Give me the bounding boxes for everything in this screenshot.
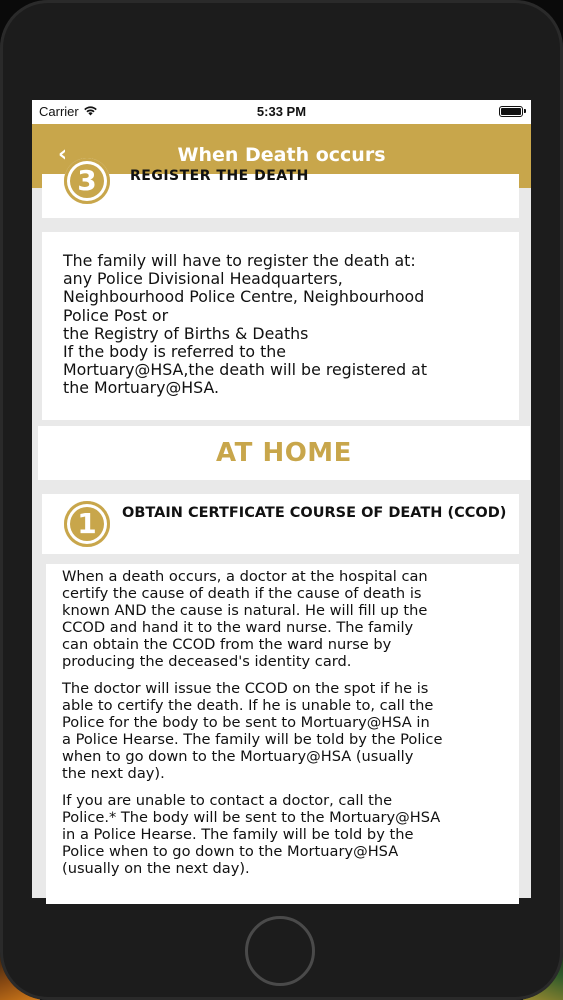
body-line: can obtain the CCOD from the ward nurse by bbox=[62, 636, 392, 653]
body-line: producing the deceased's identity card. bbox=[62, 653, 352, 670]
step-number-badge: 3 bbox=[64, 158, 110, 204]
body-line: the Registry of Births & Deaths bbox=[63, 323, 309, 343]
body-line: The family will have to register the death at: bbox=[63, 251, 416, 270]
body-line: in a Police Hearse. The family will be told by the bbox=[62, 826, 414, 843]
step1-heading: OBTAIN CERTFICATE COURSE OF DEATH (CCOD) bbox=[122, 505, 507, 521]
body-line: (usually on the next day). bbox=[62, 860, 250, 877]
body-line: the Mortuary@HSA. bbox=[63, 378, 220, 398]
back-button[interactable]: ‹ bbox=[58, 142, 68, 167]
step-number-badge: 1 bbox=[64, 501, 110, 547]
step1-body bbox=[46, 564, 519, 904]
body-line: CCOD and hand it to the ward nurse. The family bbox=[62, 619, 414, 636]
battery-fill bbox=[501, 108, 521, 115]
register-step-heading: REGISTER THE DEATH bbox=[130, 168, 309, 184]
body-line: Police for the body to be sent to Mortuary@HSA in bbox=[62, 714, 430, 731]
body-line: If the body is referred to the bbox=[63, 342, 286, 362]
body-line: known AND the cause is natural. He will fill up the bbox=[62, 602, 428, 619]
app-screen bbox=[32, 100, 531, 898]
body-line: a Police Hearse. The family will be told by the Police bbox=[62, 731, 443, 748]
nav-title: When Death occurs bbox=[177, 144, 386, 166]
carrier-label: Carrier bbox=[39, 104, 79, 119]
body-line: Police Post or bbox=[63, 305, 169, 325]
home-button[interactable] bbox=[245, 916, 315, 986]
status-bar bbox=[32, 100, 531, 124]
scroll-content[interactable] bbox=[32, 164, 531, 898]
battery-icon bbox=[499, 106, 523, 117]
body-line: Police when to go down to the Mortuary@HSA bbox=[62, 843, 399, 860]
body-line: the next day). bbox=[62, 765, 165, 782]
paragraph bbox=[62, 568, 507, 670]
body-line: any Police Divisional Headquarters, bbox=[63, 269, 343, 289]
paragraph bbox=[62, 680, 507, 782]
body-line: The doctor will issue the CCOD on the spot if he is bbox=[62, 680, 429, 697]
body-line: Neighbourhood Police Centre, Neighbourhood bbox=[63, 287, 425, 307]
body-line: when to go down to the Mortuary@HSA (usually bbox=[62, 748, 414, 765]
register-step-body bbox=[42, 232, 519, 420]
at-home-banner: AT HOME bbox=[38, 426, 530, 480]
body-line: Police.* The body will be sent to the Mortuary@HSA bbox=[62, 809, 441, 826]
register-step-header bbox=[42, 164, 519, 218]
body-line: certify the cause of death if the cause of death is bbox=[62, 585, 422, 602]
body-line: If you are unable to contact a doctor, call the bbox=[62, 792, 393, 809]
body-line: Mortuary@HSA,the death will be registered at bbox=[63, 360, 428, 380]
step1-header bbox=[42, 494, 519, 554]
status-time: 5:33 PM bbox=[256, 104, 307, 119]
body-line: able to certify the death. If he is unable to, call the bbox=[62, 697, 434, 714]
body-line: When a death occurs, a doctor at the hospital can bbox=[62, 568, 428, 585]
paragraph bbox=[62, 792, 507, 877]
